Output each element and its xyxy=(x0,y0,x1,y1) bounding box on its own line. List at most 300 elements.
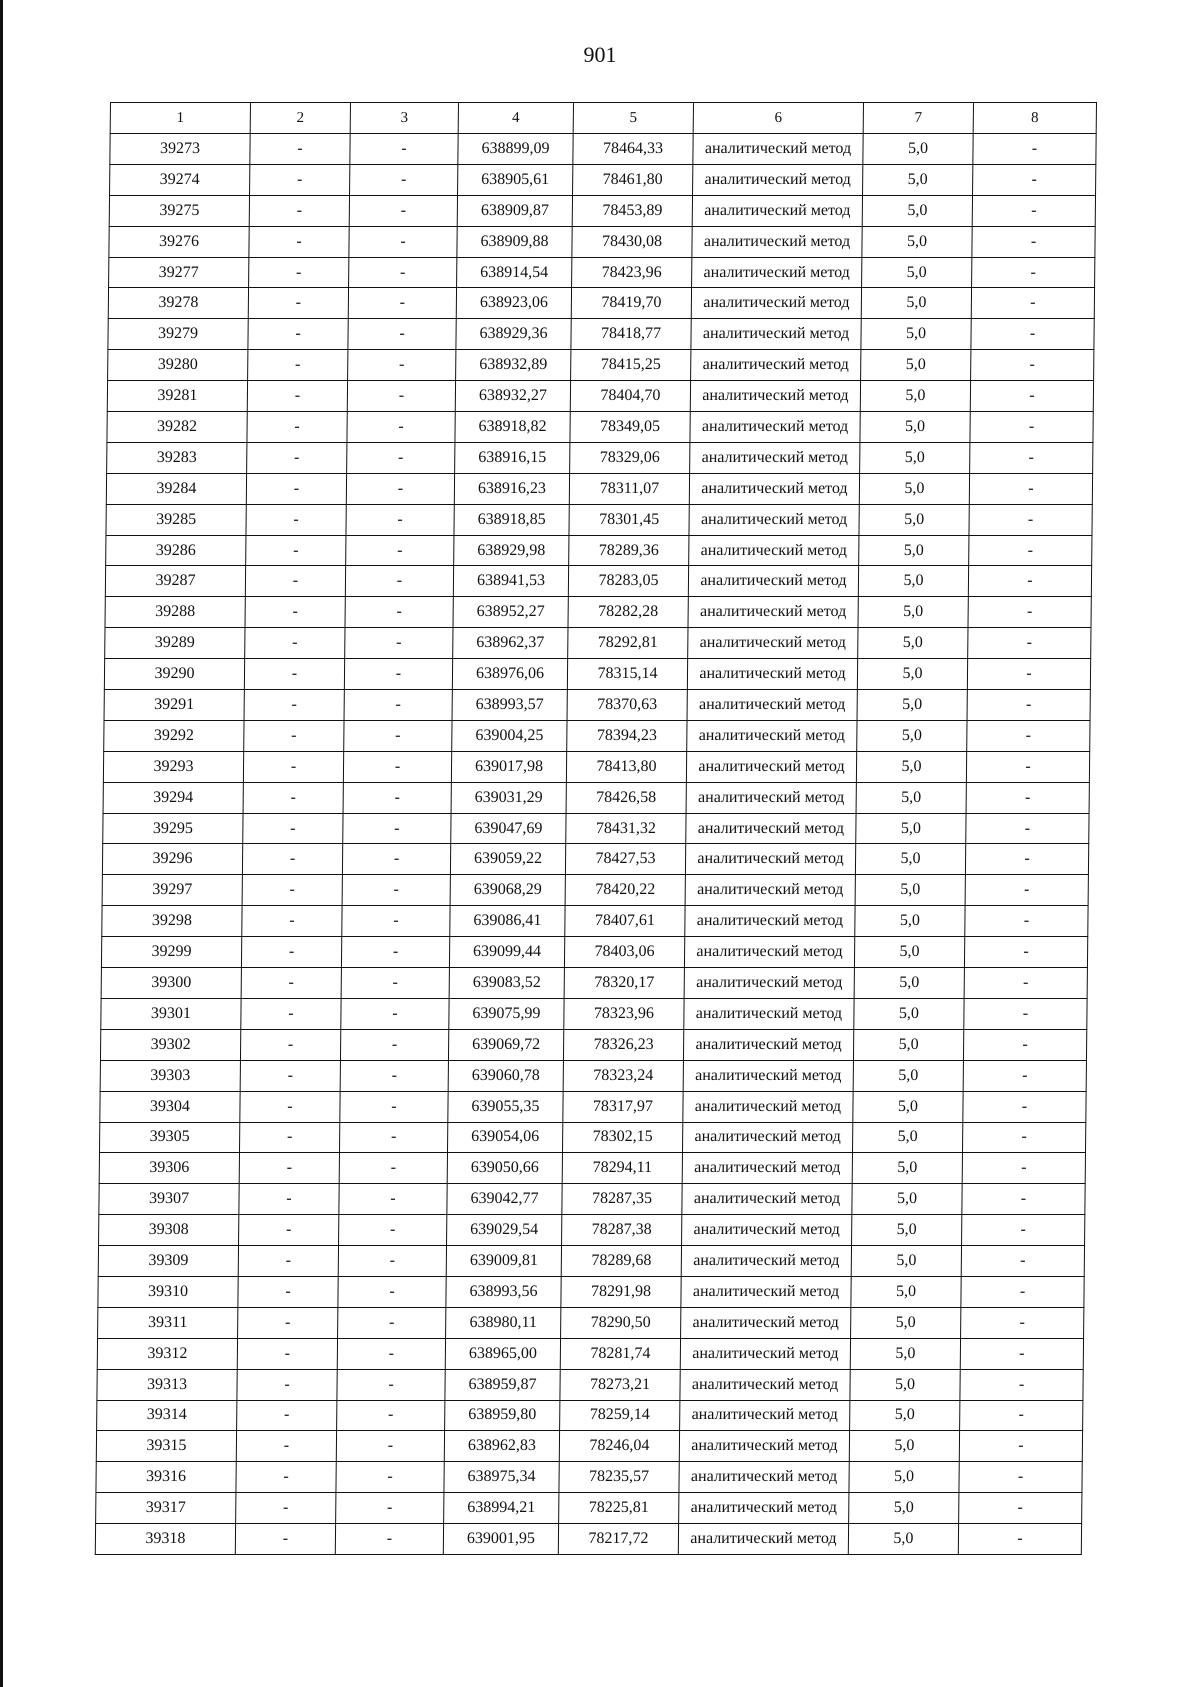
col8-cell: - xyxy=(971,319,1094,350)
y-coordinate-cell: 78289,68 xyxy=(561,1246,681,1277)
y-coordinate-cell: 78290,50 xyxy=(561,1307,681,1338)
col3-cell: - xyxy=(347,442,455,473)
x-coordinate-cell: 638905,61 xyxy=(458,164,573,195)
x-coordinate-cell: 638993,57 xyxy=(452,690,567,721)
col3-cell: - xyxy=(339,1215,447,1246)
table-row xyxy=(104,720,1090,751)
method-cell: аналитический метод xyxy=(684,937,854,968)
x-coordinate-cell: 638952,27 xyxy=(453,597,568,628)
table-header xyxy=(110,103,1096,134)
point-number-cell: 39275 xyxy=(109,195,249,226)
point-number-cell: 39302 xyxy=(100,1029,240,1060)
accuracy-cell: 5,0 xyxy=(859,473,969,504)
col3-cell: - xyxy=(341,968,449,999)
col3-cell: - xyxy=(349,195,457,226)
y-coordinate-cell: 78291,98 xyxy=(561,1276,681,1307)
col8-cell: - xyxy=(972,257,1095,288)
x-coordinate-cell: 639009,81 xyxy=(446,1246,561,1277)
point-number-cell: 39304 xyxy=(100,1091,240,1122)
method-cell: аналитический метод xyxy=(681,1307,851,1338)
table-row xyxy=(101,937,1087,968)
col2-cell: - xyxy=(242,844,342,875)
y-coordinate-cell: 78246,04 xyxy=(559,1431,679,1462)
col3-cell: - xyxy=(345,597,453,628)
x-coordinate-cell: 639031,29 xyxy=(451,782,566,813)
col2-cell: - xyxy=(250,164,350,195)
x-coordinate-cell: 639050,66 xyxy=(447,1153,562,1184)
col3-cell: - xyxy=(339,1153,447,1184)
accuracy-cell: 5,0 xyxy=(856,782,966,813)
col8-cell: - xyxy=(960,1338,1083,1369)
accuracy-cell: 5,0 xyxy=(861,288,971,319)
accuracy-cell: 5,0 xyxy=(854,968,964,999)
method-cell: аналитический метод xyxy=(679,1462,849,1493)
accuracy-cell: 5,0 xyxy=(851,1307,961,1338)
accuracy-cell: 5,0 xyxy=(861,350,971,381)
method-cell: аналитический метод xyxy=(691,350,861,381)
method-cell: аналитический метод xyxy=(680,1338,850,1369)
table-row xyxy=(103,751,1089,782)
x-coordinate-cell: 639055,35 xyxy=(448,1091,563,1122)
method-cell: аналитический метод xyxy=(680,1369,850,1400)
x-coordinate-cell: 638918,85 xyxy=(454,504,569,535)
point-number-cell: 39305 xyxy=(99,1122,239,1153)
col2-cell: - xyxy=(238,1276,338,1307)
point-number-cell: 39282 xyxy=(107,412,247,443)
accuracy-cell: 5,0 xyxy=(853,1091,963,1122)
method-cell: аналитический метод xyxy=(683,1060,853,1091)
column-header: 8 xyxy=(973,103,1096,134)
y-coordinate-cell: 78423,96 xyxy=(572,257,692,288)
accuracy-cell: 5,0 xyxy=(863,164,973,195)
y-coordinate-cell: 78225,81 xyxy=(559,1493,679,1524)
column-header: 7 xyxy=(863,103,973,134)
col8-cell: - xyxy=(965,875,1088,906)
col2-cell: - xyxy=(240,1029,340,1060)
col8-cell: - xyxy=(968,628,1091,659)
x-coordinate-cell: 638909,88 xyxy=(457,226,572,257)
col2-cell: - xyxy=(248,319,348,350)
col2-cell: - xyxy=(246,535,346,566)
accuracy-cell: 5,0 xyxy=(849,1493,959,1524)
col2-cell: - xyxy=(239,1184,339,1215)
point-number-cell: 39313 xyxy=(97,1369,237,1400)
point-number-cell: 39311 xyxy=(98,1307,238,1338)
table-row xyxy=(107,412,1093,443)
method-cell: аналитический метод xyxy=(693,164,863,195)
col3-cell: - xyxy=(343,751,451,782)
point-number-cell: 39284 xyxy=(106,473,246,504)
method-cell: аналитический метод xyxy=(684,968,854,999)
col8-cell: - xyxy=(958,1524,1081,1555)
accuracy-cell: 5,0 xyxy=(860,412,970,443)
col3-cell: - xyxy=(347,412,455,443)
col8-cell: - xyxy=(967,690,1090,721)
table-row xyxy=(103,813,1089,844)
table-row xyxy=(100,1029,1086,1060)
col8-cell: - xyxy=(960,1400,1083,1431)
accuracy-cell: 5,0 xyxy=(849,1431,959,1462)
method-cell: аналитический метод xyxy=(685,906,855,937)
col2-cell: - xyxy=(248,350,348,381)
y-coordinate-cell: 78273,21 xyxy=(560,1369,680,1400)
col8-cell: - xyxy=(959,1493,1082,1524)
point-number-cell: 39281 xyxy=(107,381,247,412)
col3-cell: - xyxy=(343,813,451,844)
point-number-cell: 39314 xyxy=(97,1400,237,1431)
table-row xyxy=(99,1122,1085,1153)
scan-edge xyxy=(0,0,3,1687)
accuracy-cell: 5,0 xyxy=(862,226,972,257)
point-number-cell: 39318 xyxy=(95,1524,235,1555)
col2-cell: - xyxy=(244,690,344,721)
col3-cell: - xyxy=(348,288,456,319)
col8-cell: - xyxy=(961,1246,1084,1277)
col8-cell: - xyxy=(962,1184,1085,1215)
col3-cell: - xyxy=(344,720,452,751)
y-coordinate-cell: 78323,24 xyxy=(563,1060,683,1091)
y-coordinate-cell: 78217,72 xyxy=(558,1524,678,1555)
x-coordinate-cell: 639047,69 xyxy=(451,813,566,844)
point-number-cell: 39299 xyxy=(101,937,241,968)
column-header: 3 xyxy=(350,103,458,134)
point-number-cell: 39289 xyxy=(105,628,245,659)
col2-cell: - xyxy=(237,1338,337,1369)
y-coordinate-cell: 78311,07 xyxy=(569,473,689,504)
point-number-cell: 39274 xyxy=(110,164,250,195)
table-row xyxy=(104,659,1090,690)
header-row xyxy=(110,103,1096,134)
col2-cell: - xyxy=(240,1060,340,1091)
method-cell: аналитический метод xyxy=(692,226,862,257)
y-coordinate-cell: 78461,80 xyxy=(573,164,693,195)
col3-cell: - xyxy=(349,226,457,257)
x-coordinate-cell: 638899,09 xyxy=(458,134,573,165)
y-coordinate-cell: 78302,15 xyxy=(562,1122,682,1153)
method-cell: аналитический метод xyxy=(681,1246,851,1277)
col2-cell: - xyxy=(242,875,342,906)
col8-cell: - xyxy=(963,1091,1086,1122)
method-cell: аналитический метод xyxy=(682,1215,852,1246)
table-row xyxy=(101,998,1087,1029)
table-row xyxy=(101,968,1087,999)
col8-cell: - xyxy=(963,1060,1086,1091)
col3-cell: - xyxy=(339,1122,447,1153)
table-row xyxy=(105,597,1091,628)
col8-cell: - xyxy=(962,1153,1085,1184)
column-header: 6 xyxy=(693,103,863,134)
accuracy-cell: 5,0 xyxy=(862,257,972,288)
col2-cell: - xyxy=(242,906,342,937)
table-row xyxy=(108,288,1094,319)
accuracy-cell: 5,0 xyxy=(852,1184,962,1215)
table-row xyxy=(97,1369,1083,1400)
y-coordinate-cell: 78404,70 xyxy=(570,381,690,412)
x-coordinate-cell: 639001,95 xyxy=(443,1524,558,1555)
col2-cell: - xyxy=(247,412,347,443)
table-row xyxy=(99,1215,1085,1246)
page-number: 901 xyxy=(583,42,617,67)
col2-cell: - xyxy=(244,659,344,690)
col8-cell: - xyxy=(959,1431,1082,1462)
y-coordinate-cell: 78287,35 xyxy=(562,1184,682,1215)
x-coordinate-cell: 639086,41 xyxy=(450,906,565,937)
x-coordinate-cell: 638914,54 xyxy=(457,257,572,288)
y-coordinate-cell: 78453,89 xyxy=(572,195,692,226)
col2-cell: - xyxy=(249,195,349,226)
accuracy-cell: 5,0 xyxy=(862,195,972,226)
table-row xyxy=(107,381,1093,412)
table-row xyxy=(108,319,1094,350)
point-number-cell: 39296 xyxy=(102,844,242,875)
col3-cell: - xyxy=(350,164,458,195)
accuracy-cell: 5,0 xyxy=(849,1462,959,1493)
accuracy-cell: 5,0 xyxy=(853,1060,963,1091)
col8-cell: - xyxy=(966,782,1089,813)
col2-cell: - xyxy=(241,937,341,968)
point-number-cell: 39317 xyxy=(96,1493,236,1524)
col8-cell: - xyxy=(969,535,1092,566)
table-row xyxy=(109,257,1095,288)
column-header: 4 xyxy=(458,103,573,134)
col8-cell: - xyxy=(965,844,1088,875)
x-coordinate-cell: 638976,06 xyxy=(452,659,567,690)
x-coordinate-cell: 638929,98 xyxy=(454,535,569,566)
x-coordinate-cell: 639029,54 xyxy=(447,1215,562,1246)
accuracy-cell: 5,0 xyxy=(855,875,965,906)
point-number-cell: 39292 xyxy=(104,720,244,751)
table-row xyxy=(106,473,1092,504)
col3-cell: - xyxy=(350,134,458,165)
col2-cell: - xyxy=(239,1153,339,1184)
x-coordinate-cell: 638916,15 xyxy=(455,442,570,473)
col8-cell: - xyxy=(969,473,1092,504)
method-cell: аналитический метод xyxy=(686,751,856,782)
col2-cell: - xyxy=(237,1369,337,1400)
method-cell: аналитический метод xyxy=(690,442,860,473)
accuracy-cell: 5,0 xyxy=(855,844,965,875)
point-number-cell: 39288 xyxy=(105,597,245,628)
col3-cell: - xyxy=(341,998,449,1029)
x-coordinate-cell: 639060,78 xyxy=(448,1060,563,1091)
method-cell: аналитический метод xyxy=(680,1400,850,1431)
method-cell: аналитический метод xyxy=(687,720,857,751)
x-coordinate-cell: 638932,89 xyxy=(456,350,571,381)
col2-cell: - xyxy=(239,1122,339,1153)
method-cell: аналитический метод xyxy=(690,381,860,412)
method-cell: аналитический метод xyxy=(689,535,859,566)
method-cell: аналитический метод xyxy=(682,1122,852,1153)
x-coordinate-cell: 638975,34 xyxy=(444,1462,559,1493)
accuracy-cell: 5,0 xyxy=(856,751,966,782)
point-number-cell: 39283 xyxy=(107,442,247,473)
table-row xyxy=(110,134,1096,165)
y-coordinate-cell: 78294,11 xyxy=(562,1153,682,1184)
point-number-cell: 39291 xyxy=(104,690,244,721)
method-cell: аналитический метод xyxy=(685,875,855,906)
y-coordinate-cell: 78317,97 xyxy=(563,1091,683,1122)
col8-cell: - xyxy=(967,720,1090,751)
col2-cell: - xyxy=(237,1400,337,1431)
x-coordinate-cell: 638980,11 xyxy=(446,1307,561,1338)
x-coordinate-cell: 639042,77 xyxy=(447,1184,562,1215)
y-coordinate-cell: 78283,05 xyxy=(568,566,688,597)
table-row xyxy=(108,350,1094,381)
accuracy-cell: 5,0 xyxy=(852,1215,962,1246)
x-coordinate-cell: 638909,87 xyxy=(457,195,572,226)
method-cell: аналитический метод xyxy=(678,1524,848,1555)
accuracy-cell: 5,0 xyxy=(851,1246,961,1277)
method-cell: аналитический метод xyxy=(681,1276,851,1307)
col8-cell: - xyxy=(972,195,1095,226)
accuracy-cell: 5,0 xyxy=(851,1276,961,1307)
col2-cell: - xyxy=(248,288,348,319)
method-cell: аналитический метод xyxy=(687,690,857,721)
point-number-cell: 39315 xyxy=(96,1431,236,1462)
y-coordinate-cell: 78289,36 xyxy=(569,535,689,566)
col2-cell: - xyxy=(238,1307,338,1338)
method-cell: аналитический метод xyxy=(684,998,854,1029)
column-header: 5 xyxy=(573,103,693,134)
col3-cell: - xyxy=(337,1338,445,1369)
y-coordinate-cell: 78326,23 xyxy=(563,1029,683,1060)
x-coordinate-cell: 638929,36 xyxy=(456,319,571,350)
col8-cell: - xyxy=(964,968,1087,999)
col3-cell: - xyxy=(342,906,450,937)
method-cell: аналитический метод xyxy=(679,1493,849,1524)
col8-cell: - xyxy=(973,164,1096,195)
col3-cell: - xyxy=(340,1060,448,1091)
y-coordinate-cell: 78370,63 xyxy=(567,690,687,721)
col3-cell: - xyxy=(342,844,450,875)
point-number-cell: 39306 xyxy=(99,1153,239,1184)
col8-cell: - xyxy=(964,937,1087,968)
col8-cell: - xyxy=(967,659,1090,690)
table-row xyxy=(98,1276,1084,1307)
column-header: 2 xyxy=(250,103,350,134)
col3-cell: - xyxy=(344,690,452,721)
col3-cell: - xyxy=(345,628,453,659)
col2-cell: - xyxy=(250,134,350,165)
col3-cell: - xyxy=(340,1029,448,1060)
x-coordinate-cell: 639099,44 xyxy=(449,937,564,968)
accuracy-cell: 5,0 xyxy=(859,504,969,535)
table-row xyxy=(98,1246,1084,1277)
col8-cell: - xyxy=(960,1369,1083,1400)
col2-cell: - xyxy=(235,1524,335,1555)
col2-cell: - xyxy=(243,751,343,782)
col2-cell: - xyxy=(243,782,343,813)
accuracy-cell: 5,0 xyxy=(858,628,968,659)
accuracy-cell: 5,0 xyxy=(861,319,971,350)
col3-cell: - xyxy=(337,1400,445,1431)
table-row xyxy=(100,1091,1086,1122)
point-number-cell: 39278 xyxy=(108,288,248,319)
table-row xyxy=(102,844,1088,875)
accuracy-cell: 5,0 xyxy=(854,937,964,968)
col2-cell: - xyxy=(239,1215,339,1246)
col2-cell: - xyxy=(236,1462,336,1493)
col8-cell: - xyxy=(962,1215,1085,1246)
x-coordinate-cell: 638941,53 xyxy=(453,566,568,597)
x-coordinate-cell: 638993,56 xyxy=(446,1276,561,1307)
col8-cell: - xyxy=(964,998,1087,1029)
accuracy-cell: 5,0 xyxy=(855,906,965,937)
coordinates-table xyxy=(95,102,1097,1555)
column-header: 1 xyxy=(110,103,250,134)
col8-cell: - xyxy=(969,504,1092,535)
col3-cell: - xyxy=(338,1246,446,1277)
col2-cell: - xyxy=(243,813,343,844)
point-number-cell: 39287 xyxy=(105,566,245,597)
x-coordinate-cell: 638994,21 xyxy=(444,1493,559,1524)
accuracy-cell: 5,0 xyxy=(860,381,970,412)
table-row xyxy=(102,906,1088,937)
col8-cell: - xyxy=(968,597,1091,628)
col3-cell: - xyxy=(335,1524,443,1555)
col2-cell: - xyxy=(241,968,341,999)
method-cell: аналитический метод xyxy=(687,659,857,690)
point-number-cell: 39273 xyxy=(110,134,250,165)
table-row xyxy=(109,195,1095,226)
y-coordinate-cell: 78464,33 xyxy=(573,134,693,165)
col3-cell: - xyxy=(342,875,450,906)
col3-cell: - xyxy=(339,1184,447,1215)
col8-cell: - xyxy=(959,1462,1082,1493)
col3-cell: - xyxy=(336,1493,444,1524)
point-number-cell: 39293 xyxy=(103,751,243,782)
y-coordinate-cell: 78407,61 xyxy=(565,906,685,937)
point-number-cell: 39316 xyxy=(96,1462,236,1493)
y-coordinate-cell: 78282,28 xyxy=(568,597,688,628)
x-coordinate-cell: 638962,83 xyxy=(444,1431,559,1462)
accuracy-cell: 5,0 xyxy=(857,690,967,721)
method-cell: аналитический метод xyxy=(685,844,855,875)
col2-cell: - xyxy=(249,226,349,257)
col2-cell: - xyxy=(245,597,345,628)
method-cell: аналитический метод xyxy=(691,319,861,350)
col2-cell: - xyxy=(236,1431,336,1462)
y-coordinate-cell: 78418,77 xyxy=(571,319,691,350)
col2-cell: - xyxy=(236,1493,336,1524)
method-cell: аналитический метод xyxy=(686,813,856,844)
accuracy-cell: 5,0 xyxy=(857,659,967,690)
table-row xyxy=(97,1400,1083,1431)
method-cell: аналитический метод xyxy=(688,597,858,628)
x-coordinate-cell: 639004,25 xyxy=(452,720,567,751)
col8-cell: - xyxy=(963,1029,1086,1060)
method-cell: аналитический метод xyxy=(691,288,861,319)
method-cell: аналитический метод xyxy=(683,1029,853,1060)
table-row xyxy=(100,1060,1086,1091)
accuracy-cell: 5,0 xyxy=(857,720,967,751)
table-row xyxy=(98,1307,1084,1338)
col8-cell: - xyxy=(970,442,1093,473)
point-number-cell: 39308 xyxy=(99,1215,239,1246)
y-coordinate-cell: 78413,80 xyxy=(566,751,686,782)
table-row xyxy=(95,1524,1081,1555)
col8-cell: - xyxy=(965,906,1088,937)
accuracy-cell: 5,0 xyxy=(858,597,968,628)
point-number-cell: 39300 xyxy=(101,968,241,999)
point-number-cell: 39307 xyxy=(99,1184,239,1215)
col2-cell: - xyxy=(245,628,345,659)
accuracy-cell: 5,0 xyxy=(858,566,968,597)
col8-cell: - xyxy=(972,226,1095,257)
col2-cell: - xyxy=(247,442,347,473)
method-cell: аналитический метод xyxy=(693,134,863,165)
y-coordinate-cell: 78394,23 xyxy=(567,720,687,751)
